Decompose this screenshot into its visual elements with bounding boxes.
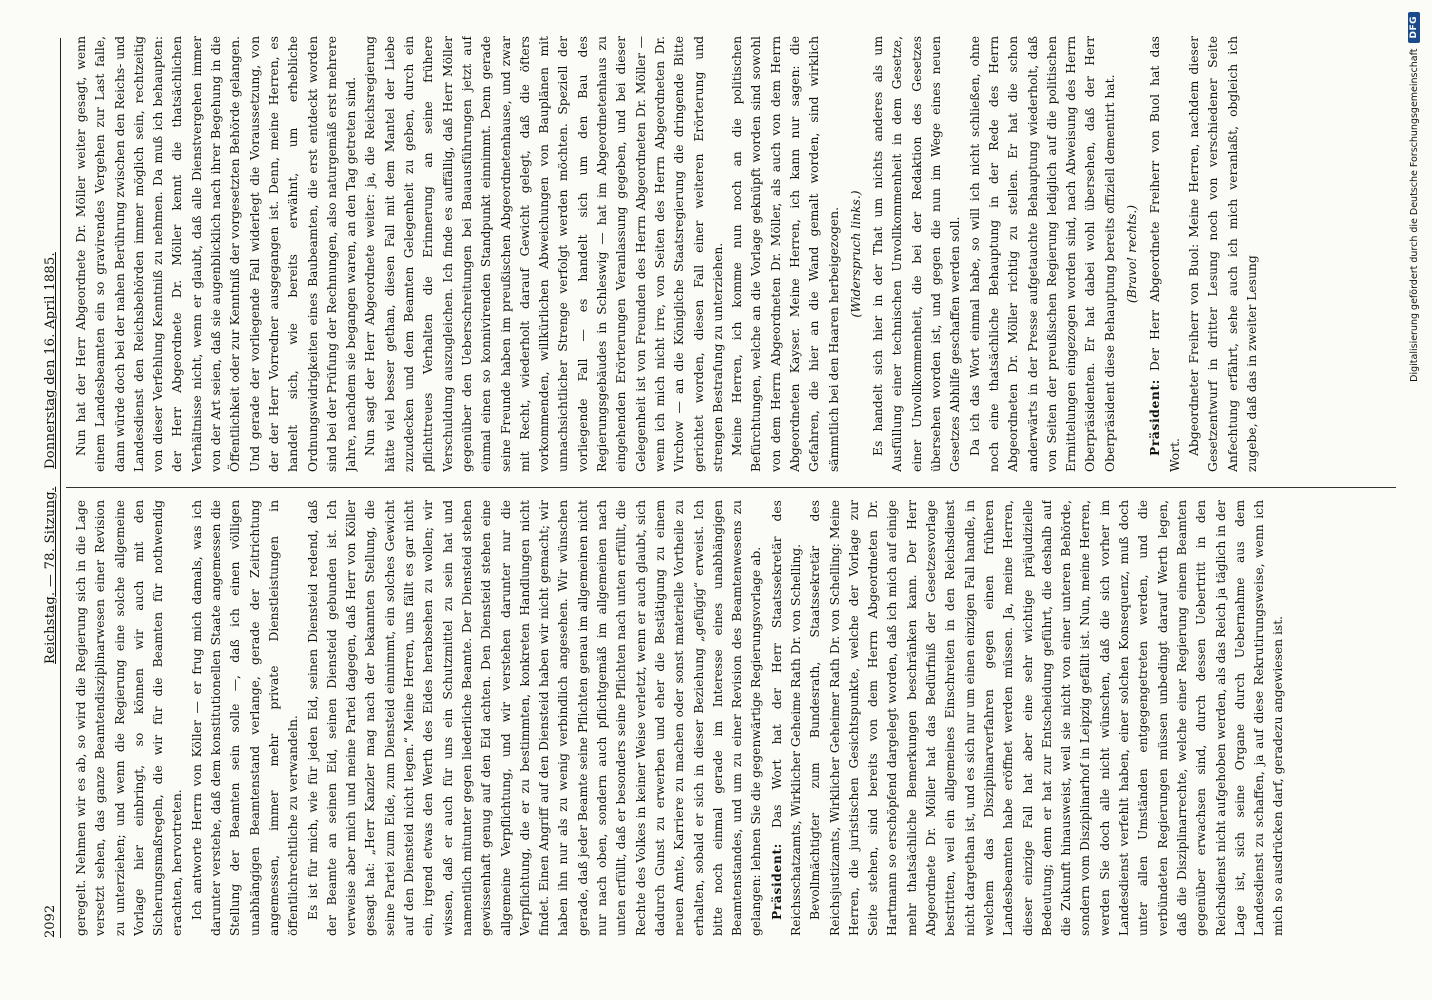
column-divider [66, 487, 1396, 488]
paragraph: Es ist für mich, wie für jeden Eid, seinen Diensteid redend, daß der Beamte an seinen Eid, seinen Diensteid gebunden ist. Ich verweise aber mich und meine Partei dagegen, daß Herr von Köller gesagt hat: „Herr Kanzler mag nach der bekannten Stellung, die seine Partei zum Eide, zum Diensteid einnimmt, ein solches Gewicht auf den Diensteid nicht legen.“ Meine Herren, uns fällt es gar nicht ein, irgend etwas den Werth des Eides herabsehen zu wollen; wir wissen, daß er auch für uns ein Schutzmittel zu sein hat und namentlich mitunter gegen liederliche Beamte. Der Diensteid stehen gewissenhaft genug auf den Eid achten. Den Diensteid stehen eine allgemeine Verpflichtung, und wir verstehen darunter nur die Verpflichtung, die er zu bestimmten, konkreten Handlungen nicht findet. Einen Angriff auf den Diensteid haben wir nicht gemacht; wir haben ihn nur als zu wenig verbindlich angesehen. Wir wünschen gerade, daß jeder Beamte seine Pflichten genau im allgemeinen nicht nur nach oben, sondern auch pflichtgemäß im allgemeinen nach unten erfüllt, daß er besonders seine Pflichten nach unten erfüllt, die Rechte des Volkes in keiner Weise verletzt, wenn er auch glaubt, sich dadurch Gunst zu erwerben und eher die Bestätigung zu einem neuen Amte, Karriere zu machen oder sonst materielle Vortheile zu erhalten, sobald er sich in dieser Beziehung „gefügig“ erweist. Ich bitte noch einmal gerade im Interesse eines unabhängigen Beamtenstandes, und um zu einer Revision des Beamtenwesens zu gelangen: lehnen Sie die gegenwärtige Regierungsvorlage ab. [305, 500, 764, 936]
running-head [43, 38, 58, 878]
left-column [72, 500, 1392, 936]
paragraph: Nun sagt der Herr Abgeordnete weiter: ja, die Reichsregierung hätte viel besser gethan, diesen Fall mit dem Mantel der Liebe zuzudecken und dem Beamten Gelegenheit zu geben, durch ein pflichttreues Verhalten die Erinnerung an seine frühere Verschuldung auszugleichen. Ich finde es auffällig, daß Herr Möller gegenüber den Ueberschreitungen bei Bauausführungen jetzt auf einmal einen so konnivirenden Standpunkt einnimmt. Denn gerade seine Freunde haben im preußischen Abgeordnetenhause, und zwar mit Recht, wiederholt darauf Gewicht gelegt, daß die öfters vorkommenden, willkürlichen Abweichungen von Bauplänen mit unnachsichtlicher Strenge verfolgt werden möchten. Speziell der vorliegende Fall — es handelt sich um den Bau des Regierungsgebäudes in Schleswig — hat im Abgeordnetenhaus zu eingehenden Erörterungen Veranlassung gegeben, und bei dieser Gelegenheit ist von Freunden des Herrn Abgeordneten Dr. Möller — wenn ich mich nicht irre, von Seiten des Herrn Abgeordneten Dr. Virchow — an die Königliche Staatsregierung die dringende Bitte gerichtet worden, diesen Fall einer weiteren Erörterung und strengen Bestrafung zu unterziehen. [363, 36, 725, 472]
running-head-session: Reichstag. — 78. Sitzung. [43, 486, 58, 664]
announcement-text: Das Wort hat der Herr Staatssekretär des Reichsschatzamts, Wirklicher Geheime Rath Dr. von Schelling. [769, 500, 803, 936]
paragraph: Es handelt sich hier in der That um nichts anderes als um Ausfüllung einer technischen Unvollkommenheit in dem Gesetze, einer Unvollkommenheit, die bei der Redaktion des Gesetzes übersehen worden ist, und gegen die nun im Wege eines neuen Gesetzes Abhilfe geschaffen werden soll. [871, 36, 963, 472]
page-number: 2092 [43, 904, 58, 938]
paragraph: Bevollmächtigter zum Bundesrath, Staatssekretär des Reichsjustizamts, Wirklicher Geheimer Rath Dr. von Schelling: Meine Herren, die juristischen Gesichtspunkte, welche der Vorlage zur Seite stehen, sind bereits von dem Herrn Abgeordneten Dr. Hartmann so erschöpfend dargelegt worden, daß ich mich auf einige mehr thatsächliche Bemerkungen beschränken kann. Der Herr Abgeordnete Dr. Möller hat das Bedürfniß der Gesetzesvorlage bestritten, weil ein allgemeines Einschreiten in den Reichsdienst nicht dargethan ist, und es sich nur um einen einzigen Fall handle, in welchem das Disziplinarverfahren gegen einen früheren Landesbeamten habe eröffnet werden müssen. Ja, meine Herren, dieser einzige Fall hat aber eine sehr wichtige präjudizielle Bedeutung; denn er hat zur Entscheidung geführt, die deshalb auf die Zukunft hinausweist, weil sie nicht von einer unteren Behörde, sondern vom Disziplinarhof in Leipzig gefällt ist. Nun, meine Herren, werden Sie doch alle nicht wünschen, daß die sich vorher im Landesdienst verfehlt haben, einer solchen Konsequenz, muß doch unter allen Umständen entgegengetreten werden, und die verbündeten Regierungen müssen unbedingt darauf Werth legen, daß die Disziplinarrechte, welche einer Regierung einem Beamten gegenüber erwachsen sind, durch dessen Uebertritt in den Reichsdienst nicht aufgehoben werden, als das Reich ja täglich in der Lage ist, sich seine Organe durch Uebernahme aus dem Landesdienst zu schaffen, ja auf diese Rekrutirungsweise, wenn ich mich so ausdrücken darf, geradezu angewiesen ist. [808, 500, 1286, 936]
digitization-credit [1404, 12, 1424, 988]
paragraph: Meine Herren, ich komme nun noch an die politischen Befürchtungen, welche an die Vorlage geknüpft worden sind sowohl von dem Herrn Abgeordneten Dr. Möller, als auch von dem Herrn Abgeordneten Kayser. Meine Herren, ich kann nur sagen: die Gefahren, die hier an die Wand gemalt worden, sind wirklich sämmtlich bei den Haaren herbeigezogen. [730, 36, 841, 472]
running-head-date: Donnerstag den 16. April 1885. [43, 252, 58, 469]
paragraph: Abgeordneter Freiherr von Buol: Meine Herren, nachdem dieser Gesetzentwurf in dritter Lesung noch von verschiedener Seite Anfechtung erfährt, sehe auch ich mich veranlaßt, obgleich ich zugebe, daß das in zweiter Lesung [1186, 36, 1259, 472]
announcement-text: Der Herr Abgeordnete Freiherr von Buol hat das Wort. [1148, 36, 1182, 472]
credit-text: Digitalisierung gefördert durch die Deutsche Forschungsgemeinschaft [1408, 48, 1420, 382]
interjection: (Bravo! rechts.) [1125, 204, 1140, 304]
header-rule [60, 38, 61, 938]
interjection: (Widerspruch links.) [848, 190, 863, 318]
speaker-label: Präsident: [1147, 379, 1163, 456]
paragraph: Nun hat der Herr Abgeordnete Dr. Möller weiter gesagt, wenn einem Landesbeamten ein so gravirendes Vergehen zur Last falle, dann würde doch bei der nahen Berührung zwischen den Reichs- und Landesdienst den Reichsbehörden immer möglich sein, rechtzeitig von dieser Verfehlung Kenntniß zu nehmen. Da muß ich behaupten: der Herr Abgeordnete Dr. Möller kennt die thatsächlichen Verhältnisse nicht, wenn er glaubt, daß alle Dienstvergehen immer von der Art seien, daß sie augenblicklich nach ihrer Begehung in die Öffentlichkeit oder zur Kenntniß der vorgesetzten Behörde gelangen. Und gerade der vorliegende Fall widerlegt die Voraussetzung, von der der Herr Vorredner ausgegangen ist. Denn, meine Herren, es handelt sich, wie bereits erwähnt, um erhebliche Ordnungswidrigkeiten eines Baubeamten, die erst entdeckt worden sind bei der Prüfung der Rechnungen, also naturgemäß erst mehrere Jahre, nachdem sie begangen waren, an den Tag getreten sind. [74, 36, 359, 472]
page-header [28, 38, 58, 938]
paragraph: Da ich das Wort einmal habe, so will ich nicht schließen, ohne noch eine thatsächliche Behauptung in der Rede des Herrn Abgeordneten Dr. Möller richtig zu stellen. Er hat die schon anderwärts in der Presse aufgetauchte Behauptung wiederholt, daß von Seiten der preußischen Regierung lediglich auf die politischen Ermittelungen eingezogen worden sind, nach Abweisung des Herrn Oberpräsidenten. Er hat dabei wohl übersehen, daß der Herr Oberpräsident diese Behauptung bereits offiziell dementirt hat. [967, 36, 1117, 472]
president-announcement [767, 500, 807, 936]
dfg-logo: DFG [1408, 12, 1420, 43]
president-announcement [1145, 36, 1185, 472]
speaker-label: Präsident: [768, 843, 784, 920]
right-column [72, 36, 1392, 472]
paragraph: geregelt. Nehmen wir es ab, so wird die Regierung sich in die Lage versetzt sehen, das ganze Beamtendisziplinarwesen einer Revision zu unterziehen; und wenn die Regierung eine solche allgemeine Vorlage hier einbringt, so können wir auch mit den Sicherungsmaßregeln, die wir für die Beamten für nothwendig erachten, hervortreten. [74, 500, 185, 936]
paragraph: Ich antworte Herrn von Köller — er frug mich damals, was ich darunter verstehe, daß dem konstitutionellen Staate angemessen die Stellung der Beamten sein solle —, daß ich einen völligen unabhängigen Beamtenstand verlange, gerade der Zeitrichtung angemessen, immer mehr private Dienstleistungen in öffentlichrechtliche zu verwandeln. [189, 500, 301, 936]
